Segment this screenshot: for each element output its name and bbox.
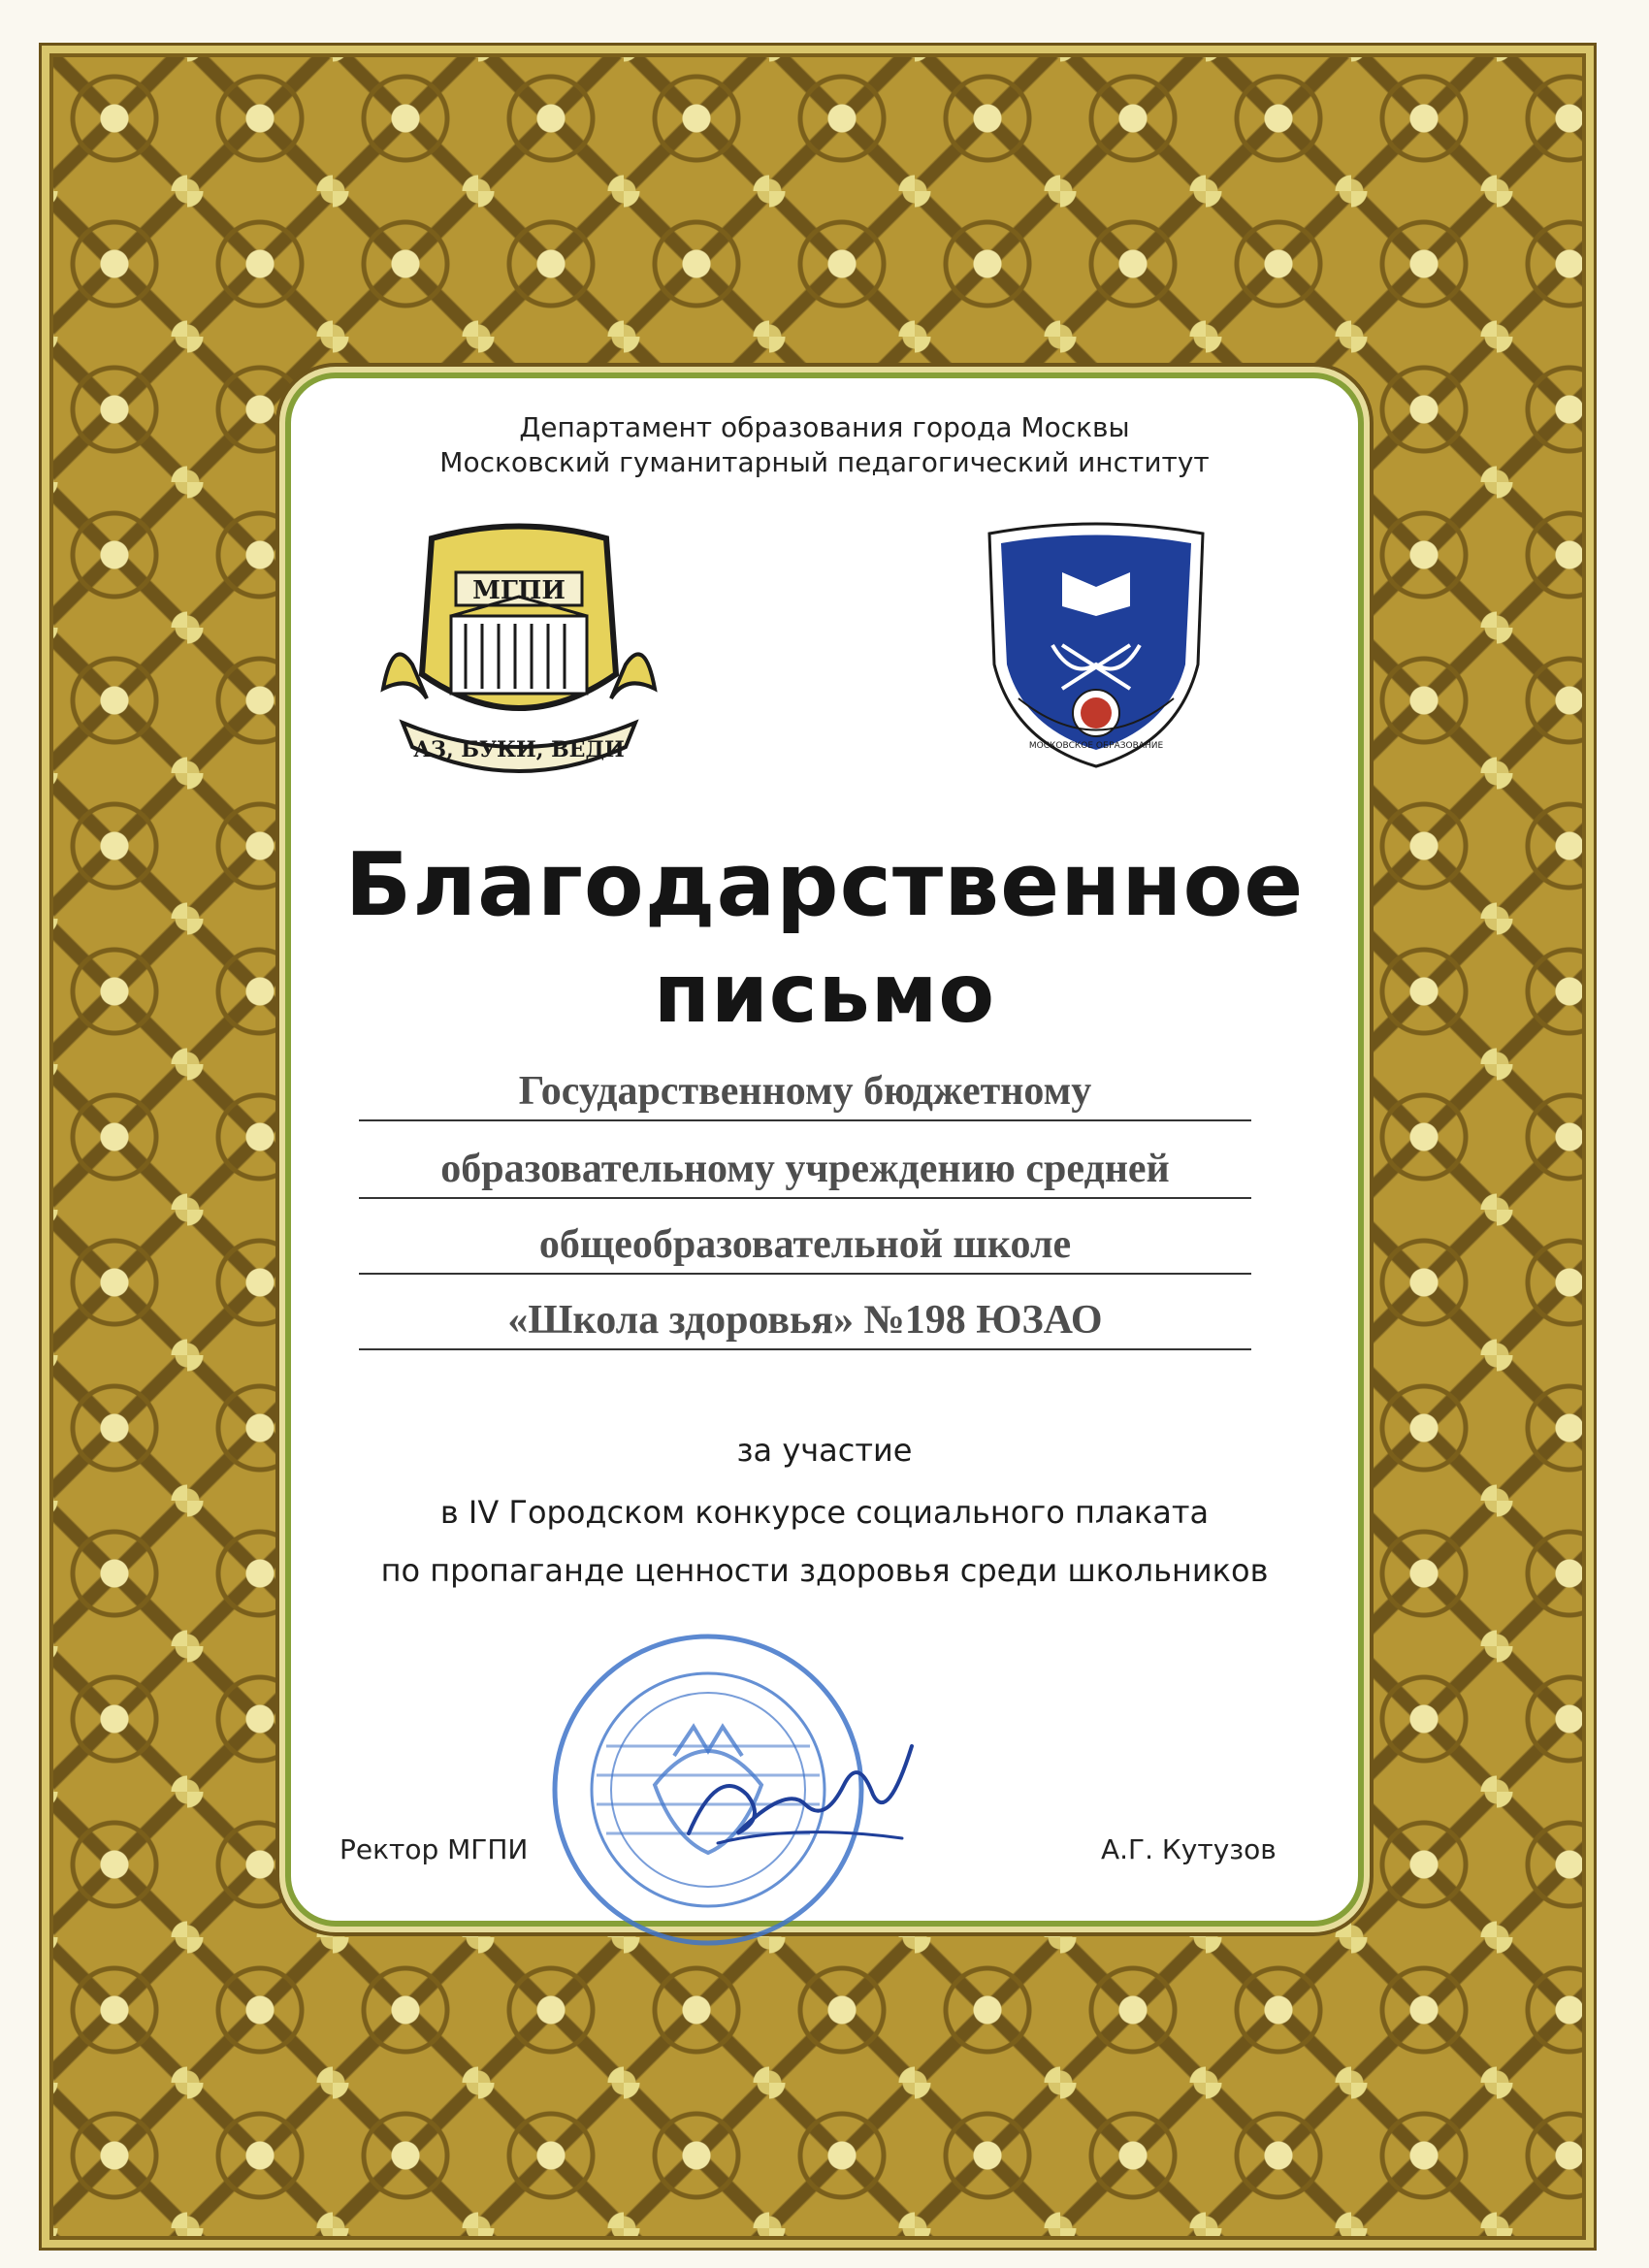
moscow-education-shield-icon bbox=[980, 519, 1212, 771]
recipient-line-3: общеобразовательной школе bbox=[359, 1216, 1251, 1275]
institute-name: Московский гуманитарный педагогический институт bbox=[439, 446, 1210, 478]
recipient-line-1: Государственному бюджетному bbox=[359, 1063, 1251, 1121]
reason-line-1: за участие bbox=[736, 1432, 913, 1469]
crest-banner-text: МГПИ bbox=[472, 576, 566, 605]
crest-motto: АЗ, БУКИ, ВЕДИ bbox=[413, 737, 625, 762]
signer-position: Ректор МГПИ bbox=[340, 1833, 529, 1865]
recipient-line-4: «Школа здоровья» №198 ЮЗАО bbox=[359, 1292, 1251, 1350]
handwritten-signature-icon bbox=[679, 1727, 931, 1863]
signer-name: А.Г. Кутузов bbox=[1101, 1833, 1277, 1865]
recipient-line-2: образовательному учреждению средней bbox=[359, 1141, 1251, 1199]
reason-line-2: в IV Городском конкурсе социального плаката bbox=[439, 1494, 1210, 1531]
shield-ribbon-text: МОСКОВСКОЕ ОБРАЗОВАНИЕ bbox=[1028, 741, 1164, 751]
certificate-title-line2: письмо bbox=[653, 946, 996, 1041]
department-name: Департамент образования города Москвы bbox=[519, 411, 1130, 443]
mgpi-crest-icon bbox=[373, 519, 664, 781]
certificate-title-line1: Благодарственное bbox=[344, 834, 1305, 936]
reason-line-3: по пропаганде ценности здоровья среди школьников bbox=[380, 1552, 1269, 1589]
